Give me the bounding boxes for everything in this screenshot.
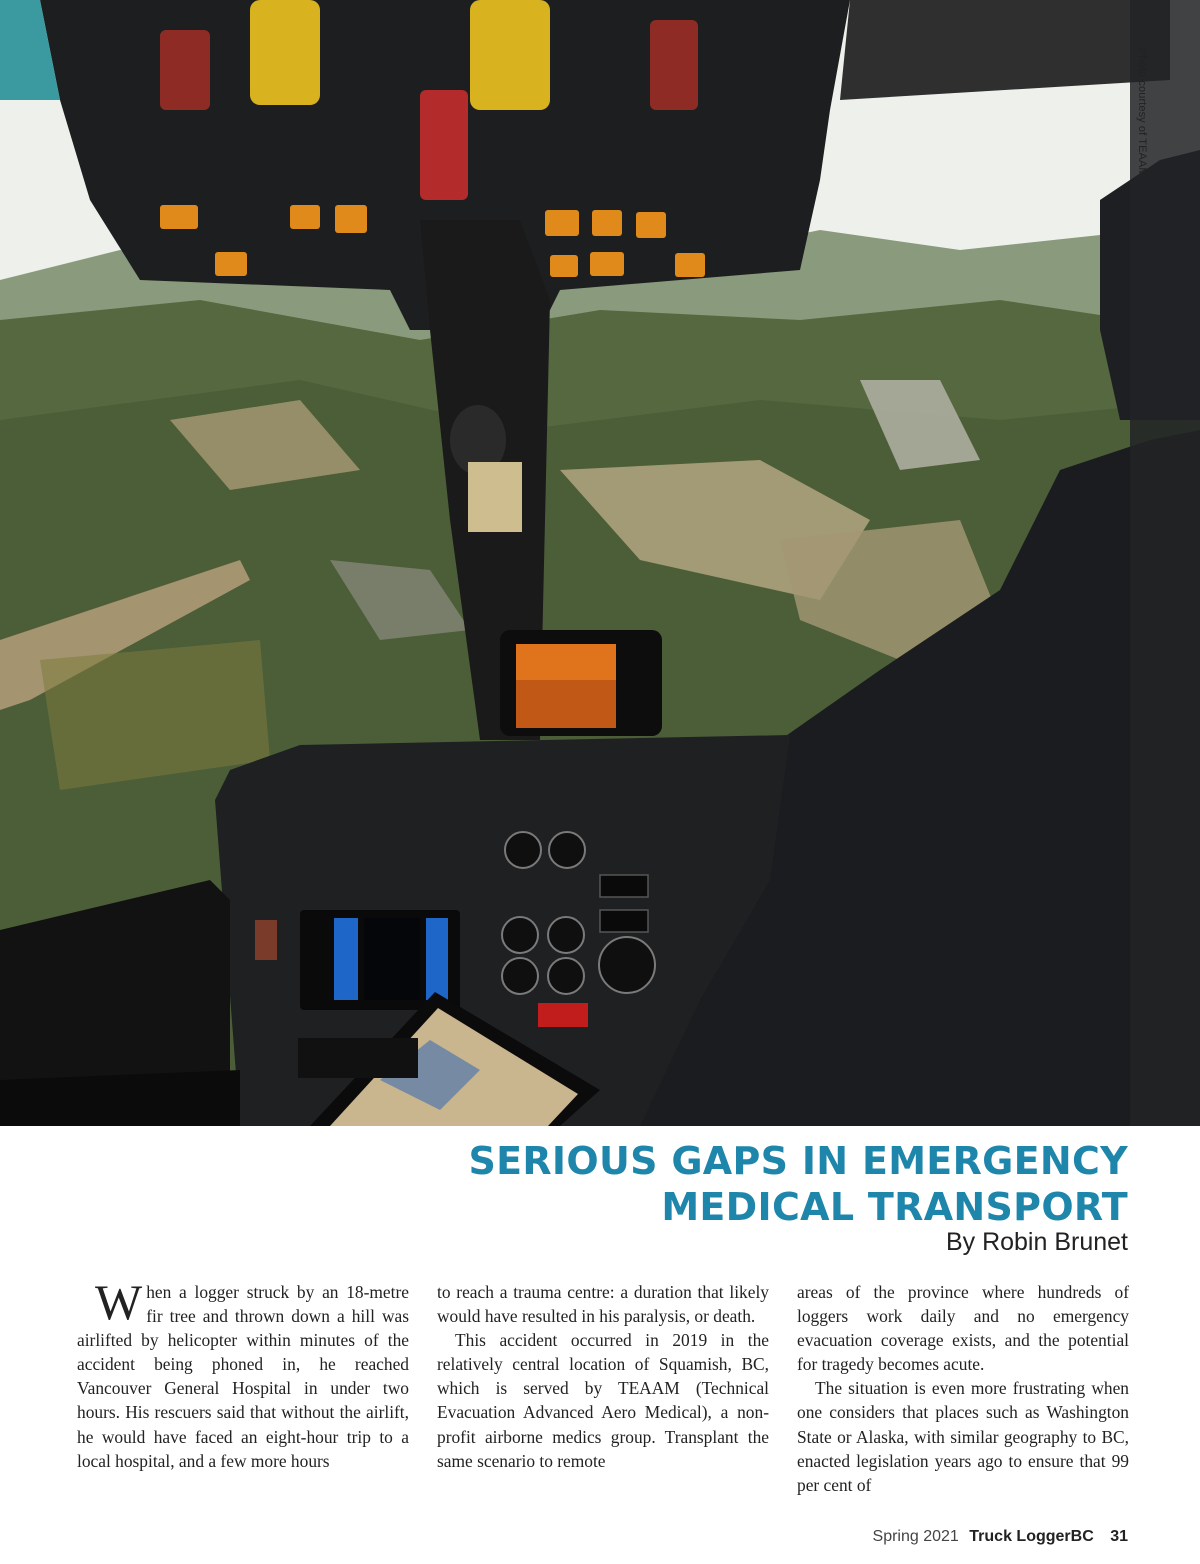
drop-cap: W [95,1274,143,1330]
body-column-2 [437,1280,769,1473]
paragraph-text: hen a logger struck by an 18-metre fir tree and thrown down a hill was airlifted by helicopter within minutes of the accident being phoned in, he reached Vancouver General Hospital in under two hours. His rescuers said that without the airlift, he would have faced an eight-hour trip to a local hospital, and a few more hours [77,1282,409,1471]
body-paragraph: to reach a trauma centre: a duration that likely would have resulted in his paralysis, or death. [437,1282,769,1327]
issue-date: Spring 2021 [872,1528,959,1545]
magazine-name: Truck LoggerBC [969,1528,1094,1545]
body-column-3 [797,1280,1129,1497]
page-footer [873,1528,1128,1546]
body-paragraph [77,1274,409,1473]
page-number: 31 [1110,1528,1128,1545]
body-column-1 [77,1274,409,1473]
article-title-line2: MEDICAL TRANSPORT [661,1185,1128,1229]
photo-credit: Photo courtesy of TEAAM [1136,48,1148,177]
body-paragraph: This accident occurred in 2019 in the relatively central location of Squamish, BC, which is served by TEAAM (Technical Evacuation Advanced Aero Medical), a non-profit airborne medics group. Transplant the same scenario to remote [437,1330,769,1471]
body-paragraph: areas of the province where hundreds of loggers work daily and no emergency evacuation coverage exists, and the potential for tragedy becomes acute. [797,1282,1129,1375]
article-byline: By Robin Brunet [945,1228,1128,1256]
article-title-line1: SERIOUS GAPS IN EMERGENCY [468,1139,1128,1183]
body-paragraph: The situation is even more frustrating when one considers that places such as Washington State or Alaska, with similar geography to BC, enacted legislation years ago to ensure that 99 per cent of [797,1378,1129,1495]
article-title [368,1138,1128,1230]
